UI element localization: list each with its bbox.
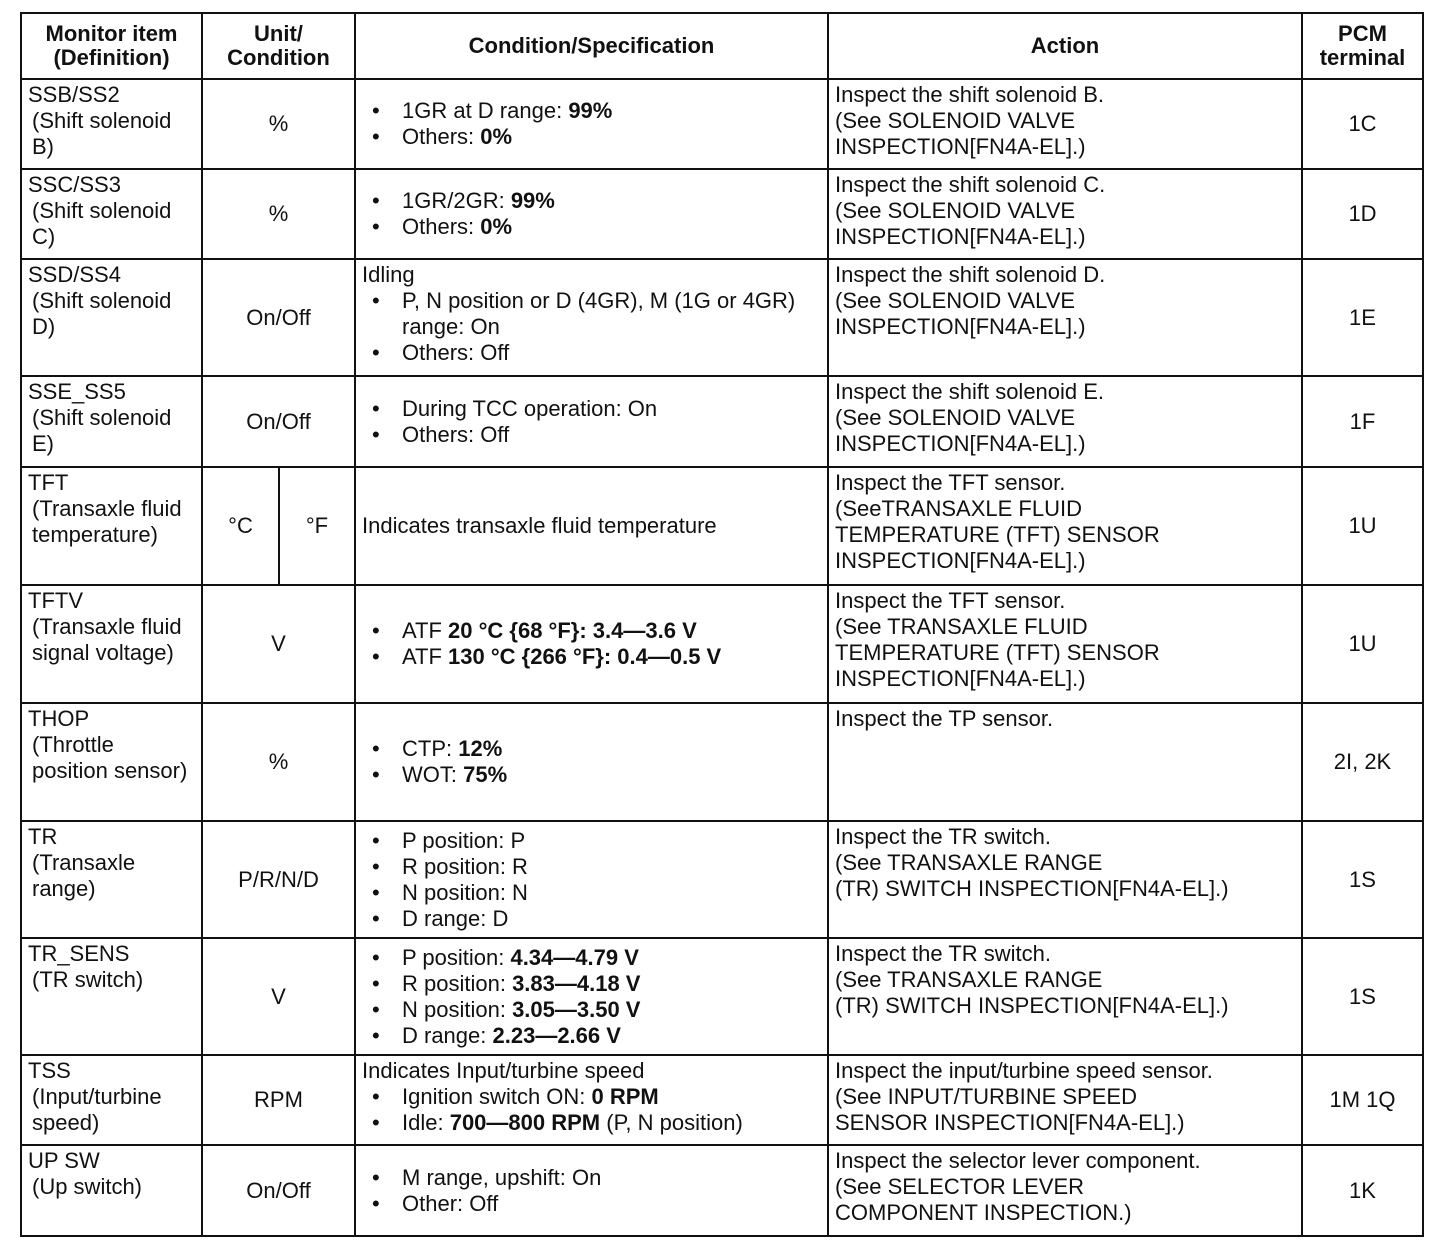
action-line: Inspect the shift solenoid D.	[835, 262, 1106, 287]
monitor-item-definition: (Shift solenoid B)	[32, 108, 172, 159]
pcm-terminal-cell: 1E	[1302, 259, 1423, 376]
action-line: Inspect the TR switch.	[835, 941, 1052, 966]
monitor-item-definition: (Up switch)	[32, 1174, 143, 1199]
specification-label: Others:	[402, 124, 481, 149]
specification-list	[362, 188, 821, 240]
action-line: (See SOLENOID VALVE	[835, 288, 1076, 313]
specification-label: N position:	[402, 996, 513, 1022]
specification-label: D range: D	[402, 905, 509, 931]
action-line: SENSOR INSPECTION[FN4A-EL].)	[835, 1110, 1185, 1135]
specification-item	[402, 422, 821, 448]
action-line: COMPONENT INSPECTION.)	[835, 1200, 1132, 1225]
specification-item	[402, 1084, 821, 1110]
specification-value: 2.23—2.66 V	[492, 1022, 621, 1048]
specification-item	[402, 1023, 821, 1049]
action-line: INSPECTION[FN4A-EL].)	[835, 431, 1086, 456]
monitor-item-cell	[21, 703, 202, 821]
specification-list	[362, 98, 821, 150]
table-row	[21, 938, 1423, 1055]
specification-item	[402, 997, 821, 1023]
monitor-item-definition: (Shift solenoid D)	[32, 288, 172, 339]
action-line: (TR) SWITCH INSPECTION[FN4A-EL].)	[835, 993, 1229, 1018]
specification-value: 3.83—4.18 V	[512, 970, 641, 996]
action-line: Inspect the shift solenoid C.	[835, 172, 1106, 197]
monitor-item-cell	[21, 376, 202, 467]
specification-label: M range, upshift: On	[402, 1164, 602, 1190]
table-row	[21, 821, 1423, 938]
action-cell	[828, 259, 1302, 376]
table-row	[21, 169, 1423, 259]
table-row	[21, 79, 1423, 169]
specification-item	[402, 618, 821, 644]
action-line: INSPECTION[FN4A-EL].)	[835, 224, 1086, 249]
specification-cell	[355, 259, 828, 376]
specification-cell	[355, 169, 828, 259]
specification-item	[402, 854, 821, 880]
action-line: INSPECTION[FN4A-EL].)	[835, 314, 1086, 339]
monitor-item-name: TFTV	[28, 588, 83, 613]
monitor-item-cell	[21, 821, 202, 938]
unit-cell: On/Off	[202, 1145, 355, 1236]
header-unit-condition: Unit/ Condition	[202, 13, 355, 79]
monitor-item-cell	[21, 467, 202, 585]
specification-cell	[355, 821, 828, 938]
table-row	[21, 585, 1423, 703]
action-cell	[828, 1055, 1302, 1145]
specification-value: 20 °C {68 °F}: 3.4—3.6 V	[448, 618, 697, 643]
action-line: Inspect the TR switch.	[835, 824, 1052, 849]
unit-cell: P/R/N/D	[202, 821, 355, 938]
specification-value: 0%	[480, 214, 513, 239]
monitor-item-name: SSB/SS2	[28, 82, 120, 107]
table-header-row	[21, 13, 1423, 79]
unit-celsius-cell: °C	[202, 467, 279, 585]
specification-item	[402, 906, 821, 932]
monitor-item-name: TSS	[28, 1058, 71, 1083]
specification-label: CTP:	[402, 736, 459, 761]
monitor-item-definition: (TR switch)	[32, 967, 144, 992]
action-cell	[828, 1145, 1302, 1236]
specification-value: 4.34—4.79 V	[510, 944, 639, 970]
table-row	[21, 703, 1423, 821]
specification-list	[362, 945, 821, 1049]
unit-cell: On/Off	[202, 259, 355, 376]
unit-cell: %	[202, 169, 355, 259]
action-line: (See SOLENOID VALVE	[835, 405, 1076, 430]
pcm-terminal-cell: 1K	[1302, 1145, 1423, 1236]
action-cell	[828, 821, 1302, 938]
monitor-item-cell	[21, 1145, 202, 1236]
specification-cell	[355, 467, 828, 585]
monitor-item-name: TR_SENS	[28, 941, 130, 966]
pcm-terminal-cell: 1U	[1302, 467, 1423, 585]
action-line: INSPECTION[FN4A-EL].)	[835, 548, 1086, 573]
specification-item	[402, 340, 821, 366]
specification-item	[402, 214, 821, 240]
specification-item	[402, 1165, 821, 1191]
action-line: (See TRANSAXLE RANGE	[835, 967, 1103, 992]
action-line: TEMPERATURE (TFT) SENSOR	[835, 640, 1160, 665]
action-line: Inspect the shift solenoid E.	[835, 379, 1105, 404]
specification-cell	[355, 376, 828, 467]
header-pcm-terminal: PCM terminal	[1302, 13, 1423, 79]
monitor-item-name: SSE_SS5	[28, 379, 126, 404]
specification-label: 1GR at D range:	[402, 98, 569, 123]
action-cell	[828, 467, 1302, 585]
specification-cell	[355, 585, 828, 703]
specification-label: Others: Off	[402, 421, 510, 447]
specification-cell	[355, 79, 828, 169]
specification-list	[362, 288, 821, 366]
action-cell	[828, 79, 1302, 169]
unit-fahrenheit-cell: °F	[279, 467, 355, 585]
monitor-item-cell	[21, 585, 202, 703]
specification-label: WOT:	[402, 762, 464, 787]
specification-label: Other: Off	[402, 1190, 499, 1216]
specification-label: R position:	[402, 970, 513, 996]
monitor-item-name: THOP	[28, 706, 90, 731]
action-cell	[828, 169, 1302, 259]
specification-item	[402, 1191, 821, 1217]
action-line: (See SOLENOID VALVE	[835, 198, 1076, 223]
specification-item	[402, 736, 821, 762]
specification-value: 0 RPM	[591, 1084, 659, 1109]
monitor-item-definition: (Transaxle range)	[32, 850, 136, 901]
action-line: (SeeTRANSAXLE FLUID	[835, 496, 1082, 521]
specification-label: R position: R	[402, 853, 528, 879]
pcm-terminal-cell: 1M 1Q	[1302, 1055, 1423, 1145]
specification-cell	[355, 938, 828, 1055]
monitor-item-name: SSD/SS4	[28, 262, 121, 287]
monitor-item-definition: (Shift solenoid E)	[32, 405, 172, 456]
specification-value: 99%	[510, 188, 555, 213]
specification-list	[362, 736, 821, 788]
specification-label: Others:	[402, 214, 481, 239]
specification-intro: Indicates Input/turbine speed	[362, 1058, 645, 1083]
monitor-item-name: TR	[28, 824, 58, 849]
action-cell	[828, 376, 1302, 467]
specification-label: P position:	[402, 944, 511, 970]
specification-item	[402, 124, 821, 150]
specification-label: ATF	[402, 618, 449, 643]
action-line: (See INPUT/TURBINE SPEED	[835, 1084, 1137, 1109]
monitor-item-definition: (Shift solenoid C)	[32, 198, 172, 249]
specification-item	[402, 880, 821, 906]
specification-intro: Idling	[362, 262, 415, 287]
action-line: Inspect the shift solenoid B.	[835, 82, 1105, 107]
specification-item	[402, 1110, 821, 1136]
specification-note: (P, N position)	[600, 1110, 743, 1135]
specification-value: 75%	[463, 762, 508, 787]
specification-item	[402, 644, 821, 670]
specification-item	[402, 188, 821, 214]
monitor-item-cell	[21, 259, 202, 376]
unit-cell: On/Off	[202, 376, 355, 467]
specification-label: D range:	[402, 1022, 493, 1048]
unit-cell: %	[202, 79, 355, 169]
action-line: Inspect the TFT sensor.	[835, 588, 1066, 613]
monitor-item-cell	[21, 938, 202, 1055]
specification-value: 99%	[568, 98, 613, 123]
action-line: Inspect the TFT sensor.	[835, 470, 1066, 495]
action-line: Inspect the input/turbine speed sensor.	[835, 1058, 1213, 1083]
specification-value: 0%	[480, 124, 513, 149]
specification-label: Idle:	[402, 1110, 450, 1135]
header-monitor-item: Monitor item (Definition)	[21, 13, 202, 79]
monitor-item-cell	[21, 169, 202, 259]
unit-cell: %	[202, 703, 355, 821]
specification-value: 12%	[458, 736, 503, 761]
specification-item	[402, 762, 821, 788]
specification-label: ATF	[402, 644, 449, 669]
monitor-item-cell	[21, 1055, 202, 1145]
action-line: (See TRANSAXLE RANGE	[835, 850, 1103, 875]
monitor-item-name: SSC/SS3	[28, 172, 121, 197]
action-line: (TR) SWITCH INSPECTION[FN4A-EL].)	[835, 876, 1229, 901]
specification-list	[362, 396, 821, 448]
action-line: Inspect the TP sensor.	[835, 706, 1054, 731]
specification-cell	[355, 1055, 828, 1145]
monitor-item-definition: (Transaxle fluid temperature)	[32, 496, 182, 547]
monitor-item-definition: (Throttle position sensor)	[32, 732, 188, 783]
table-row	[21, 1145, 1423, 1236]
specification-item	[402, 288, 821, 340]
action-cell	[828, 585, 1302, 703]
pcm-terminal-cell: 1S	[1302, 821, 1423, 938]
pcm-terminal-cell: 1U	[1302, 585, 1423, 703]
specification-list	[362, 618, 821, 670]
specification-value: 700—800 RPM	[449, 1110, 601, 1135]
table-row	[21, 1055, 1423, 1145]
specification-item	[402, 971, 821, 997]
specification-value: 130 °C {266 °F}: 0.4—0.5 V	[448, 644, 722, 669]
specification-item	[402, 396, 821, 422]
specification-label: P position: P	[402, 827, 526, 853]
table-row	[21, 259, 1423, 376]
specification-cell	[355, 1145, 828, 1236]
specification-list	[362, 828, 821, 932]
action-line: Inspect the selector lever component.	[835, 1148, 1201, 1173]
pcm-terminal-cell: 1F	[1302, 376, 1423, 467]
specification-label: Others: Off	[402, 340, 510, 365]
specification-cell	[355, 703, 828, 821]
specification-item	[402, 98, 821, 124]
header-condition-specification: Condition/Specification	[355, 13, 828, 79]
specification-label: N position: N	[402, 879, 528, 905]
specification-list	[362, 1165, 821, 1217]
action-line: INSPECTION[FN4A-EL].)	[835, 134, 1086, 159]
monitor-spec-table	[20, 12, 1424, 1237]
monitor-item-cell	[21, 79, 202, 169]
unit-cell: RPM	[202, 1055, 355, 1145]
action-line: (See SOLENOID VALVE	[835, 108, 1076, 133]
monitor-item-name: UP SW	[28, 1148, 100, 1173]
action-line: (See SELECTOR LEVER	[835, 1174, 1085, 1199]
specification-label: P, N position or D (4GR), M (1G or 4GR) range: On	[402, 288, 796, 339]
action-line: INSPECTION[FN4A-EL].)	[835, 666, 1086, 691]
pcm-terminal-cell: 2I, 2K	[1302, 703, 1423, 821]
monitor-item-name: TFT	[28, 470, 69, 495]
action-cell	[828, 938, 1302, 1055]
pcm-terminal-cell: 1S	[1302, 938, 1423, 1055]
table-row	[21, 376, 1423, 467]
specification-text: Indicates transaxle fluid temperature	[362, 513, 717, 538]
action-cell	[828, 703, 1302, 821]
specification-label: 1GR/2GR:	[402, 188, 511, 213]
monitor-item-definition: (Input/turbine speed)	[32, 1084, 162, 1135]
unit-cell: V	[202, 585, 355, 703]
table-row	[21, 467, 1423, 585]
header-action: Action	[828, 13, 1302, 79]
specification-label: Ignition switch ON:	[402, 1084, 592, 1109]
specification-item	[402, 945, 821, 971]
specification-list	[362, 1084, 821, 1136]
specification-item	[402, 828, 821, 854]
unit-cell: V	[202, 938, 355, 1055]
specification-label: During TCC operation: On	[402, 395, 658, 421]
monitor-item-definition: (Transaxle fluid signal voltage)	[32, 614, 182, 665]
pcm-terminal-cell: 1D	[1302, 169, 1423, 259]
specification-value: 3.05—3.50 V	[512, 996, 641, 1022]
action-line: TEMPERATURE (TFT) SENSOR	[835, 522, 1160, 547]
action-line: (See TRANSAXLE FLUID	[835, 614, 1088, 639]
pcm-terminal-cell: 1C	[1302, 79, 1423, 169]
